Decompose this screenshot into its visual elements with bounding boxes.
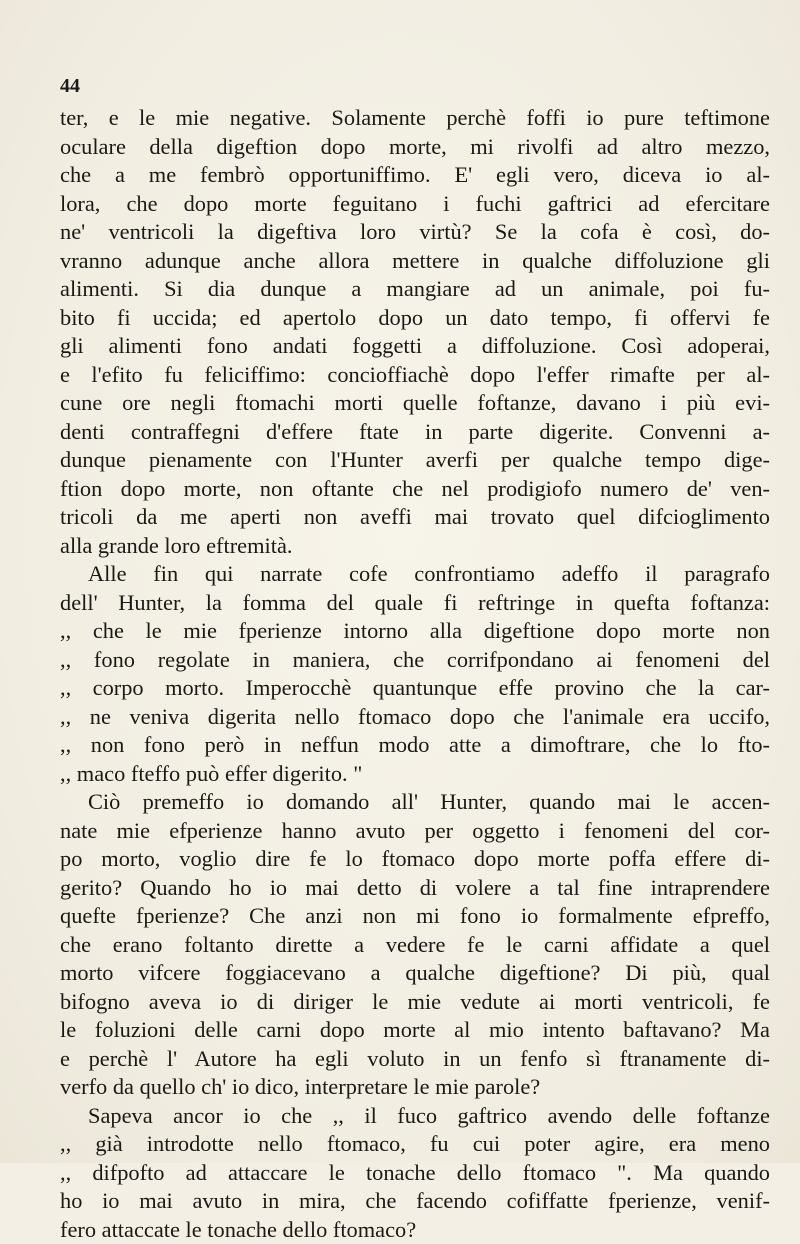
text-line: le foluzioni delle carni dopo morte al mio intento baftavano? Ma <box>60 1016 770 1045</box>
text-line: e l'efito fu feliciffimo: concioffiachè dopo l'effer rimafte per al- <box>60 361 770 390</box>
body-text <box>60 104 770 1244</box>
text-line: ne' ventricoli la digeftiva loro virtù? Se la cofa è così, do- <box>60 218 770 247</box>
text-line: ,, difpofto ad attaccare le tonache dello ftomaco ". Ma quando <box>60 1159 770 1188</box>
text-line: ,, non fono però in neffun modo atte a dimoftrare, che lo fto- <box>60 731 770 760</box>
text-line: e perchè l' Autore ha egli voluto in un fenfo sì ftranamente di- <box>60 1045 770 1074</box>
text-line: vranno adunque anche allora mettere in qualche diffoluzione gli <box>60 247 770 276</box>
text-line: alla grande loro eftremità. <box>60 532 770 561</box>
text-line: tricoli da me aperti non aveffi mai trovato quel difcioglimento <box>60 503 770 532</box>
text-line: ,, che le mie fperienze intorno alla digeftione dopo morte non <box>60 617 770 646</box>
text-line: ter, e le mie negative. Solamente perchè foffi io pure teftimone <box>60 104 770 133</box>
text-line: ho io mai avuto in mira, che facendo cofiffatte fperienze, venif- <box>60 1187 770 1216</box>
text-line: dell' Hunter, la fomma del quale fi reftringe in quefta foftanza: <box>60 589 770 618</box>
text-line: bito fi uccida; ed apertolo dopo un dato tempo, fi offervi fe <box>60 304 770 333</box>
text-line: denti contraffegni d'effere ftate in parte digerite. Convenni a- <box>60 418 770 447</box>
text-line: dunque pienamente con l'Hunter averfi per qualche tempo dige- <box>60 446 770 475</box>
text-line: ,, già introdotte nello ftomaco, fu cui poter agire, era meno <box>60 1130 770 1159</box>
text-line: gerito? Quando ho io mai detto di volere a tal fine intraprendere <box>60 874 770 903</box>
text-line: Sapeva ancor io che ,, il fuco gaftrico avendo delle foftanze <box>60 1102 770 1131</box>
text-line: Ciò premeffo io domando all' Hunter, quando mai le accen- <box>60 788 770 817</box>
text-line: Alle fin qui narrate cofe confrontiamo adeffo il paragrafo <box>60 560 770 589</box>
text-line: morto vifcere foggiacevano a qualche digeftione? Di più, qual <box>60 959 770 988</box>
text-line: cune ore negli ftomachi morti quelle foftanze, davano i più evi- <box>60 389 770 418</box>
text-line: che erano foltanto dirette a vedere fe le carni affidate a quel <box>60 931 770 960</box>
text-line: ,, fono regolate in maniera, che corrifpondano ai fenomeni del <box>60 646 770 675</box>
text-line: nate mie efperienze hanno avuto per oggetto i fenomeni del cor- <box>60 817 770 846</box>
text-line: po morto, voglio dire fe lo ftomaco dopo morte poffa effere di- <box>60 845 770 874</box>
text-line: verfo da quello ch' io dico, interpretare le mie parole? <box>60 1073 770 1102</box>
text-line: gli alimenti fono andati foggetti a diffoluzione. Così adoperai, <box>60 332 770 361</box>
text-line: ftion dopo morte, non oftante che nel prodigiofo numero de' ven- <box>60 475 770 504</box>
text-line: ,, maco fteffo può effer digerito. " <box>60 760 770 789</box>
text-line: che a me fembrò opportuniffimo. E' egli vero, diceva io al- <box>60 161 770 190</box>
text-line: quefte fperienze? Che anzi non mi fono io formalmente efpreffo, <box>60 902 770 931</box>
text-line: oculare della digeftion dopo morte, mi rivolfi ad altro mezzo, <box>60 133 770 162</box>
text-line: alimenti. Si dia dunque a mangiare ad un animale, poi fu- <box>60 275 770 304</box>
text-line: ,, corpo morto. Imperocchè quantunque effe provino che la car- <box>60 674 770 703</box>
text-line: fero attaccate le tonache dello ftomaco? <box>60 1216 770 1244</box>
text-line: ,, ne veniva digerita nello ftomaco dopo che l'animale era uccifo, <box>60 703 770 732</box>
text-line: bifogno aveva io di diriger le mie vedute ai morti ventricoli, fe <box>60 988 770 1017</box>
page-number: 44 <box>60 75 80 98</box>
text-line: lora, che dopo morte feguitano i fuchi gaftrici ad efercitare <box>60 190 770 219</box>
